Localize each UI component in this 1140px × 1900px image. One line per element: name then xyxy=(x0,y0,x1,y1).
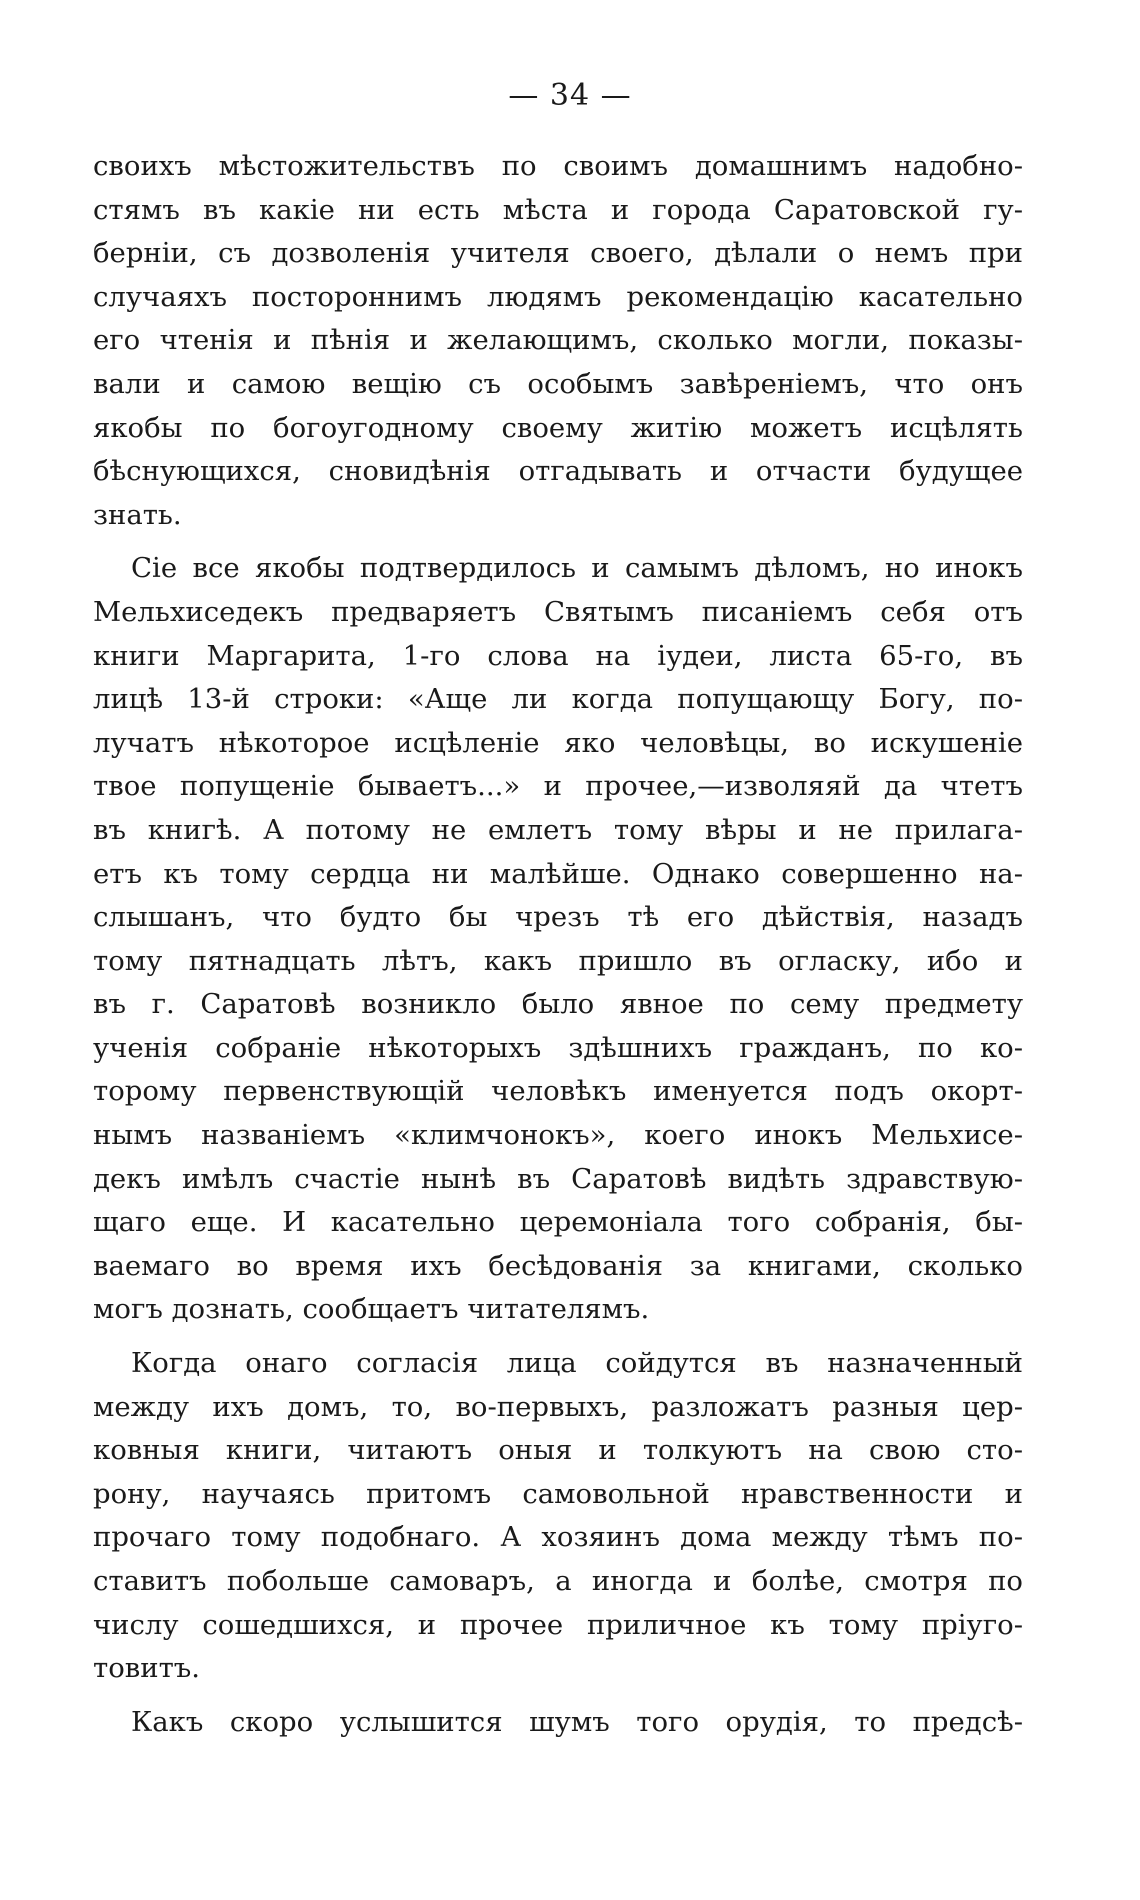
text-line: своихъ мѣстожительствъ по своимъ домашнимъ надобно- xyxy=(93,150,1023,182)
paragraph-gap xyxy=(93,1332,1023,1342)
text-line: торому первенствующій человѣкъ именуется подъ окорт- xyxy=(93,1075,1023,1108)
paragraph xyxy=(93,145,1023,537)
text-line: могъ дознать, сообщаетъ читателямъ. xyxy=(93,1293,650,1326)
text-line: въ книгѣ. А потому не емлетъ тому вѣры и не прилага- xyxy=(93,813,1023,846)
text-line: декъ имѣлъ счастіе нынѣ въ Саратовѣ видѣть здравствую- xyxy=(93,1162,1023,1195)
text-line: берніи, съ дозволенія учителя своего, дѣлали о немъ при xyxy=(93,237,1023,270)
text-line: Когда онаго согласія лица сойдутся въ назначенный xyxy=(131,1347,1023,1380)
text-line: Какъ скоро услышится шумъ того орудія, то предсѣ- xyxy=(131,1705,1023,1738)
text-line: стямъ въ какіе ни есть мѣста и города Саратовской гу- xyxy=(93,193,1023,226)
text-line: нымъ названіемъ «климчонокъ», коего инокъ Мельхисе- xyxy=(93,1119,1023,1152)
text-line: между ихъ домъ, то, во-первыхъ, разложатъ разныя цер- xyxy=(93,1390,1023,1423)
text-line: рону, научаясь притомъ самовольной нравственности и xyxy=(93,1477,1023,1510)
paragraph-gap xyxy=(93,1691,1023,1701)
text-line: ученія собраніе нѣкоторыхъ здѣшнихъ гражданъ, по ко- xyxy=(93,1031,1023,1064)
text-line: ковныя книги, читаютъ оныя и толкуютъ на свою сто- xyxy=(93,1434,1023,1467)
paragraph xyxy=(93,547,1023,1332)
text-line: Мельхиседекъ предваряетъ Святымъ писаніемъ себя отъ xyxy=(93,595,1023,628)
text-line: ставитъ побольше самоваръ, а иногда и болѣе, смотря по xyxy=(93,1565,1023,1597)
text-line: его чтенія и пѣнія и желающимъ, сколько могли, показы- xyxy=(93,324,1023,357)
paragraph xyxy=(93,1342,1023,1691)
text-line: слышанъ, что будто бы чрезъ тѣ его дѣйствія, назадъ xyxy=(93,901,1023,934)
text-line: бѣснующихся, сновидѣнія отгадывать и отчасти будущее xyxy=(93,455,1023,488)
text-line: ваемаго во время ихъ бесѣдованія за книгами, сколько xyxy=(93,1249,1023,1282)
paragraph-gap xyxy=(93,537,1023,547)
body-text xyxy=(93,145,1023,1744)
text-line: етъ къ тому сердца ни малѣйше. Однако совершенно на- xyxy=(93,857,1023,890)
text-line: прочаго тому подобнаго. А хозяинъ дома между тѣмъ по- xyxy=(93,1521,1023,1554)
text-line: книги Маргарита, 1-го слова на іудеи, листа 65-го, въ xyxy=(93,639,1023,672)
text-line: якобы по богоугодному своему житію можетъ исцѣлять xyxy=(93,411,1023,444)
text-line: лучатъ нѣкоторое исцѣленіе яко человѣцы, во искушеніе xyxy=(93,726,1023,759)
text-line: знать. xyxy=(93,498,182,531)
text-line: Сіе все якобы подтвердилось и самымъ дѣломъ, но инокъ xyxy=(131,552,1023,585)
paragraph xyxy=(93,1701,1023,1745)
text-line: щаго еще. И касательно церемоніала того собранія, бы- xyxy=(93,1206,1023,1239)
page-number: — 34 — xyxy=(508,78,632,113)
text-line: лицѣ 13-й строки: «Аще ли когда попущающу Богу, по- xyxy=(93,683,1023,716)
text-line: въ г. Саратовѣ возникло было явное по сему предмету xyxy=(93,988,1023,1021)
text-line: твое попущеніе бываетъ...» и прочее,—изволяяй да чтетъ xyxy=(93,770,1023,803)
text-line: тому пятнадцать лѣтъ, какъ пришло въ огласку, ибо и xyxy=(93,944,1023,977)
text-line: вали и самою вещію съ особымъ завѣреніемъ, что онъ xyxy=(93,367,1023,400)
text-line: случаяхъ постороннимъ людямъ рекомендацію касательно xyxy=(93,280,1023,313)
text-line: товитъ. xyxy=(93,1652,201,1685)
text-line: числу сошедшихся, и прочее приличное къ тому пріуго- xyxy=(93,1608,1023,1641)
